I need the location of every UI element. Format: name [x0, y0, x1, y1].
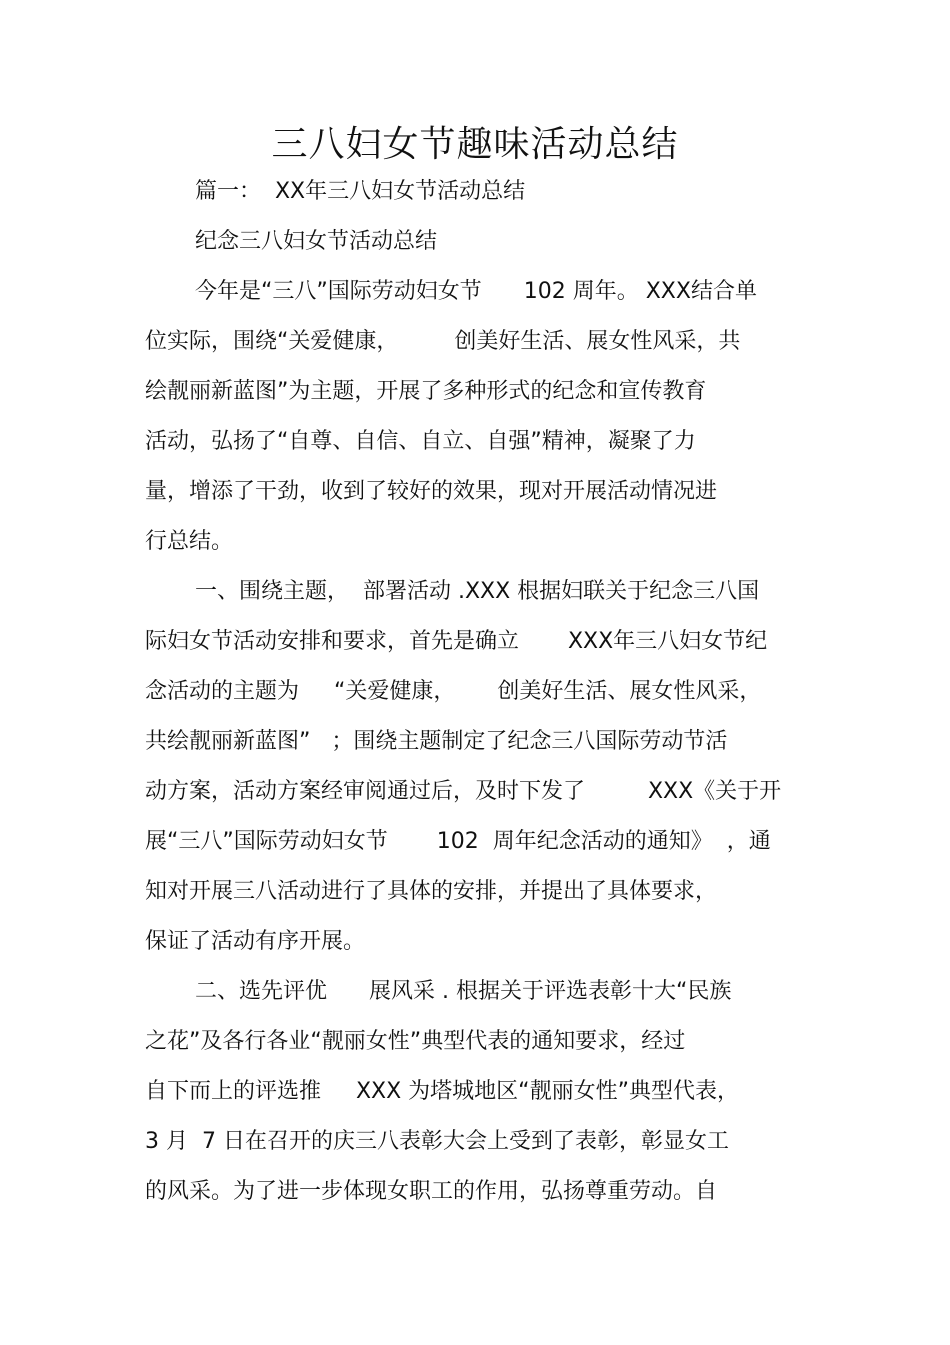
paragraph-line: 动方案，活动方案经审阅通过后，及时下发了 XXX《关于开 — [145, 779, 782, 804]
paragraph-line: 际妇女节活动安排和要求，首先是确立 XXX年三八妇女节纪 — [145, 629, 768, 654]
paragraph-line: 今年是“三八”国际劳动妇女节 102 周年。 XXX结合单 — [195, 279, 757, 304]
paragraph-line: 3 月 7 日在召开的庆三八表彰大会上受到了表彰，彰显女工 — [145, 1129, 729, 1154]
paragraph-line: 知对开展三八活动进行了具体的安排，并提出了具体要求， — [145, 879, 718, 904]
paragraph-line: 自下而上的评选推 XXX 为塔城地区“靓丽女性”典型代表， — [145, 1079, 739, 1104]
document-title: 三八妇女节趣味活动总结 — [271, 124, 679, 165]
paragraph-line: 二、选先评优 展风采 . 根据关于评选表彰十大“民族 — [195, 979, 732, 1004]
paragraph-line: 绘靓丽新蓝图”为主题，开展了多种形式的纪念和宣传教育 — [145, 379, 707, 404]
paragraph-line: 保证了活动有序开展。 — [145, 929, 366, 954]
paragraph-line: 行总结。 — [145, 529, 234, 554]
paragraph-line: 位实际，围绕“关爱健康， 创美好生活、展女性风采，共 — [145, 329, 741, 354]
paragraph-line: 念活动的主题为 “关爱健康， 创美好生活、展女性风采， — [145, 679, 762, 704]
section-heading-line: 纪念三八妇女节活动总结 — [195, 229, 438, 254]
paragraph-line: 一、围绕主题， 部署活动 .XXX 根据妇联关于纪念三八国 — [195, 579, 760, 604]
paragraph-line: 的风采。为了进一步体现女职工的作用，弘扬尊重劳动。自 — [145, 1179, 718, 1204]
paragraph-line: 展“三八”国际劳动妇女节 102 周年纪念活动的通知》 ，通 — [145, 829, 771, 854]
paragraph-line: 之花”及各行各业“靓丽女性”典型代表的通知要求，经过 — [145, 1029, 686, 1054]
paragraph-line: 活动，弘扬了“自尊、自信、自立、自强”精神，凝聚了力 — [145, 429, 696, 454]
paragraph-line: 共绘靓丽新蓝图” ；围绕主题制定了纪念三八国际劳动节活 — [145, 729, 728, 754]
subtitle-line: 篇一： XX年三八妇女节活动总结 — [195, 179, 526, 204]
paragraph-line: 量，增添了干劲，收到了较好的效果，现对开展活动情况进 — [145, 479, 718, 504]
